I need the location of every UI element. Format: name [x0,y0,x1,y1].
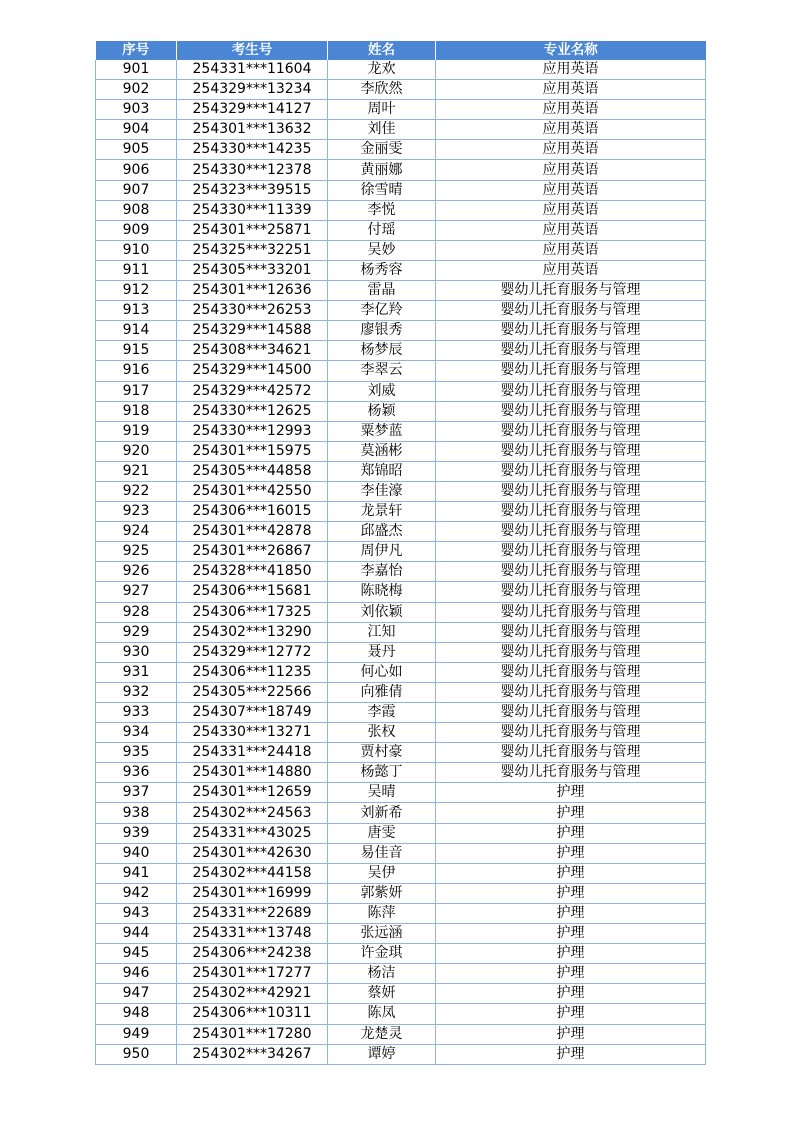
cell-name: 金丽雯 [328,140,436,160]
table-row [96,502,706,522]
table-body [96,60,706,1064]
cell-major: 婴幼儿托育服务与管理 [436,602,706,622]
cell-candidate-number: 254330***26253 [177,301,328,321]
cell-candidate-number: 254302***34267 [177,1044,328,1064]
table-row [96,461,706,481]
table-row [96,220,706,240]
cell-name: 李佳濠 [328,481,436,501]
cell-candidate-number: 254329***12772 [177,642,328,662]
cell-major: 婴幼儿托育服务与管理 [436,662,706,682]
cell-name: 陈晓梅 [328,582,436,602]
cell-serial-number: 948 [96,1004,177,1024]
cell-major: 护理 [436,924,706,944]
cell-candidate-number: 254306***17325 [177,602,328,622]
cell-major: 婴幼儿托育服务与管理 [436,763,706,783]
cell-name: 谭婷 [328,1044,436,1064]
table-row [96,984,706,1004]
cell-candidate-number: 254301***42630 [177,843,328,863]
cell-candidate-number: 254301***26867 [177,542,328,562]
cell-candidate-number: 254302***42921 [177,984,328,1004]
cell-major: 婴幼儿托育服务与管理 [436,522,706,542]
cell-major: 应用英语 [436,60,706,80]
cell-serial-number: 925 [96,542,177,562]
cell-major: 婴幼儿托育服务与管理 [436,703,706,723]
cell-serial-number: 937 [96,783,177,803]
cell-candidate-number: 254331***13748 [177,924,328,944]
cell-major: 婴幼儿托育服务与管理 [436,361,706,381]
table-row [96,441,706,461]
cell-candidate-number: 254301***16999 [177,883,328,903]
table-row [96,301,706,321]
cell-serial-number: 933 [96,703,177,723]
cell-major: 应用英语 [436,200,706,220]
cell-name: 吴伊 [328,863,436,883]
table-row [96,562,706,582]
table-row [96,361,706,381]
cell-name: 刘新希 [328,803,436,823]
table-row [96,80,706,100]
cell-major: 应用英语 [436,160,706,180]
cell-major: 婴幼儿托育服务与管理 [436,461,706,481]
cell-candidate-number: 254330***12993 [177,421,328,441]
cell-candidate-number: 254331***24418 [177,743,328,763]
cell-name: 吴晴 [328,783,436,803]
cell-candidate-number: 254329***42572 [177,381,328,401]
table-row [96,703,706,723]
table-row [96,803,706,823]
cell-serial-number: 911 [96,260,177,280]
cell-candidate-number: 254306***10311 [177,1004,328,1024]
cell-major: 护理 [436,1044,706,1064]
cell-candidate-number: 254301***17277 [177,964,328,984]
table-row [96,281,706,301]
cell-name: 刘威 [328,381,436,401]
cell-name: 蔡妍 [328,984,436,1004]
cell-serial-number: 905 [96,140,177,160]
cell-major: 婴幼儿托育服务与管理 [436,481,706,501]
cell-name: 杨秀容 [328,260,436,280]
cell-candidate-number: 254301***13632 [177,120,328,140]
cell-major: 婴幼儿托育服务与管理 [436,743,706,763]
cell-serial-number: 923 [96,502,177,522]
cell-candidate-number: 254328***41850 [177,562,328,582]
table-row [96,964,706,984]
cell-serial-number: 914 [96,321,177,341]
cell-name: 吴妙 [328,240,436,260]
cell-serial-number: 928 [96,602,177,622]
cell-major: 护理 [436,843,706,863]
cell-major: 护理 [436,964,706,984]
table-row [96,522,706,542]
cell-name: 易佳音 [328,843,436,863]
cell-candidate-number: 254329***14127 [177,100,328,120]
cell-name: 张权 [328,723,436,743]
cell-serial-number: 946 [96,964,177,984]
cell-name: 贾村豪 [328,743,436,763]
cell-candidate-number: 254301***12636 [177,281,328,301]
cell-serial-number: 939 [96,823,177,843]
table-row [96,602,706,622]
table-row [96,100,706,120]
table-row [96,481,706,501]
cell-candidate-number: 254301***17280 [177,1024,328,1044]
table-row [96,642,706,662]
table-row [96,321,706,341]
cell-major: 护理 [436,863,706,883]
cell-name: 黄丽娜 [328,160,436,180]
cell-candidate-number: 254305***44858 [177,461,328,481]
cell-serial-number: 941 [96,863,177,883]
cell-serial-number: 920 [96,441,177,461]
admission-table [95,41,706,1065]
cell-candidate-number: 254329***14500 [177,361,328,381]
cell-serial-number: 907 [96,180,177,200]
cell-major: 婴幼儿托育服务与管理 [436,301,706,321]
table-row [96,341,706,361]
cell-name: 聂丹 [328,642,436,662]
cell-major: 婴幼儿托育服务与管理 [436,682,706,702]
cell-major: 应用英语 [436,140,706,160]
table-row [96,944,706,964]
table-row [96,421,706,441]
cell-serial-number: 950 [96,1044,177,1064]
cell-candidate-number: 254307***18749 [177,703,328,723]
cell-serial-number: 949 [96,1024,177,1044]
cell-name: 刘佳 [328,120,436,140]
table-row [96,763,706,783]
cell-candidate-number: 254306***24238 [177,944,328,964]
table-row [96,140,706,160]
cell-serial-number: 922 [96,481,177,501]
table-row [96,120,706,140]
cell-name: 张远涵 [328,924,436,944]
cell-candidate-number: 254331***22689 [177,903,328,923]
table-row [96,622,706,642]
cell-candidate-number: 254305***22566 [177,682,328,702]
cell-major: 婴幼儿托育服务与管理 [436,381,706,401]
cell-major: 应用英语 [436,240,706,260]
cell-serial-number: 906 [96,160,177,180]
cell-candidate-number: 254302***44158 [177,863,328,883]
admission-list-sheet [95,41,705,1065]
cell-candidate-number: 254331***43025 [177,823,328,843]
cell-candidate-number: 254330***13271 [177,723,328,743]
cell-candidate-number: 254331***11604 [177,60,328,80]
table-row [96,582,706,602]
cell-candidate-number: 254308***34621 [177,341,328,361]
cell-name: 向雅倩 [328,682,436,702]
cell-candidate-number: 254302***13290 [177,622,328,642]
cell-name: 杨颖 [328,401,436,421]
table-row [96,200,706,220]
cell-major: 婴幼儿托育服务与管理 [436,321,706,341]
cell-serial-number: 904 [96,120,177,140]
table-row [96,903,706,923]
cell-serial-number: 934 [96,723,177,743]
cell-name: 龙楚灵 [328,1024,436,1044]
table-row [96,60,706,80]
cell-major: 护理 [436,944,706,964]
cell-name: 杨懿丁 [328,763,436,783]
table-row [96,160,706,180]
cell-name: 陈凤 [328,1004,436,1024]
cell-candidate-number: 254301***15975 [177,441,328,461]
cell-serial-number: 943 [96,903,177,923]
header-major: 专业名称 [436,41,706,60]
cell-major: 应用英语 [436,80,706,100]
cell-name: 何心如 [328,662,436,682]
table-row [96,662,706,682]
cell-candidate-number: 254330***12625 [177,401,328,421]
table-row [96,401,706,421]
cell-serial-number: 924 [96,522,177,542]
cell-serial-number: 931 [96,662,177,682]
cell-candidate-number: 254302***24563 [177,803,328,823]
cell-name: 粟梦蓝 [328,421,436,441]
table-row [96,823,706,843]
table-row [96,883,706,903]
cell-serial-number: 902 [96,80,177,100]
cell-serial-number: 944 [96,924,177,944]
cell-serial-number: 927 [96,582,177,602]
table-row [96,1044,706,1064]
cell-candidate-number: 254329***14588 [177,321,328,341]
cell-major: 护理 [436,823,706,843]
table-row [96,783,706,803]
cell-major: 应用英语 [436,220,706,240]
table-row [96,843,706,863]
cell-serial-number: 940 [96,843,177,863]
cell-name: 龙欢 [328,60,436,80]
cell-name: 李悦 [328,200,436,220]
cell-candidate-number: 254301***12659 [177,783,328,803]
cell-serial-number: 912 [96,281,177,301]
cell-major: 婴幼儿托育服务与管理 [436,441,706,461]
cell-serial-number: 908 [96,200,177,220]
cell-major: 婴幼儿托育服务与管理 [436,502,706,522]
cell-serial-number: 942 [96,883,177,903]
cell-name: 邱盛杰 [328,522,436,542]
table-row [96,240,706,260]
cell-major: 应用英语 [436,120,706,140]
cell-name: 付瑶 [328,220,436,240]
cell-name: 周伊凡 [328,542,436,562]
cell-candidate-number: 254301***42550 [177,481,328,501]
table-row [96,682,706,702]
cell-major: 护理 [436,803,706,823]
cell-name: 李亿羚 [328,301,436,321]
cell-name: 李霞 [328,703,436,723]
cell-candidate-number: 254323***39515 [177,180,328,200]
cell-serial-number: 916 [96,361,177,381]
cell-major: 婴幼儿托育服务与管理 [436,622,706,642]
cell-serial-number: 909 [96,220,177,240]
cell-serial-number: 945 [96,944,177,964]
cell-name: 江知 [328,622,436,642]
cell-name: 雷晶 [328,281,436,301]
cell-candidate-number: 254325***32251 [177,240,328,260]
cell-major: 护理 [436,883,706,903]
cell-serial-number: 921 [96,461,177,481]
cell-serial-number: 938 [96,803,177,823]
cell-name: 龙景轩 [328,502,436,522]
cell-serial-number: 901 [96,60,177,80]
table-row [96,924,706,944]
cell-candidate-number: 254330***14235 [177,140,328,160]
cell-name: 郑锦昭 [328,461,436,481]
cell-name: 李嘉怡 [328,562,436,582]
cell-name: 刘依颖 [328,602,436,622]
cell-candidate-number: 254306***15681 [177,582,328,602]
cell-name: 廖银秀 [328,321,436,341]
cell-serial-number: 910 [96,240,177,260]
cell-name: 许金琪 [328,944,436,964]
table-row [96,1004,706,1024]
cell-major: 护理 [436,903,706,923]
cell-major: 婴幼儿托育服务与管理 [436,542,706,562]
cell-major: 婴幼儿托育服务与管理 [436,582,706,602]
cell-name: 李翠云 [328,361,436,381]
header-name: 姓名 [328,41,436,60]
cell-serial-number: 915 [96,341,177,361]
cell-serial-number: 926 [96,562,177,582]
cell-major: 护理 [436,984,706,1004]
cell-major: 应用英语 [436,180,706,200]
cell-serial-number: 936 [96,763,177,783]
cell-major: 婴幼儿托育服务与管理 [436,642,706,662]
table-row [96,863,706,883]
cell-serial-number: 913 [96,301,177,321]
cell-major: 护理 [436,1024,706,1044]
cell-candidate-number: 254330***11339 [177,200,328,220]
cell-serial-number: 918 [96,401,177,421]
cell-major: 婴幼儿托育服务与管理 [436,401,706,421]
cell-major: 应用英语 [436,100,706,120]
cell-serial-number: 930 [96,642,177,662]
cell-candidate-number: 254305***33201 [177,260,328,280]
cell-candidate-number: 254301***42878 [177,522,328,542]
table-row [96,723,706,743]
cell-candidate-number: 254306***16015 [177,502,328,522]
cell-major: 婴幼儿托育服务与管理 [436,723,706,743]
cell-name: 郭紫妍 [328,883,436,903]
table-row [96,260,706,280]
table-row [96,542,706,562]
cell-major: 应用英语 [436,260,706,280]
table-row [96,381,706,401]
cell-candidate-number: 254330***12378 [177,160,328,180]
header-candidate-number: 考生号 [177,41,328,60]
cell-name: 周叶 [328,100,436,120]
cell-serial-number: 947 [96,984,177,1004]
cell-serial-number: 917 [96,381,177,401]
table-row [96,743,706,763]
cell-major: 护理 [436,1004,706,1024]
cell-name: 杨梦辰 [328,341,436,361]
cell-major: 护理 [436,783,706,803]
table-header-row [96,41,706,60]
cell-name: 陈萍 [328,903,436,923]
cell-candidate-number: 254329***13234 [177,80,328,100]
table-row [96,1024,706,1044]
cell-name: 杨洁 [328,964,436,984]
cell-serial-number: 932 [96,682,177,702]
cell-serial-number: 919 [96,421,177,441]
table-row [96,180,706,200]
cell-candidate-number: 254301***14880 [177,763,328,783]
header-serial-number: 序号 [96,41,177,60]
cell-candidate-number: 254306***11235 [177,662,328,682]
cell-major: 婴幼儿托育服务与管理 [436,281,706,301]
cell-candidate-number: 254301***25871 [177,220,328,240]
cell-major: 婴幼儿托育服务与管理 [436,341,706,361]
cell-major: 婴幼儿托育服务与管理 [436,421,706,441]
cell-serial-number: 935 [96,743,177,763]
cell-serial-number: 929 [96,622,177,642]
cell-name: 徐雪晴 [328,180,436,200]
cell-serial-number: 903 [96,100,177,120]
cell-name: 莫涵彬 [328,441,436,461]
cell-name: 唐雯 [328,823,436,843]
cell-name: 李欣然 [328,80,436,100]
cell-major: 婴幼儿托育服务与管理 [436,562,706,582]
